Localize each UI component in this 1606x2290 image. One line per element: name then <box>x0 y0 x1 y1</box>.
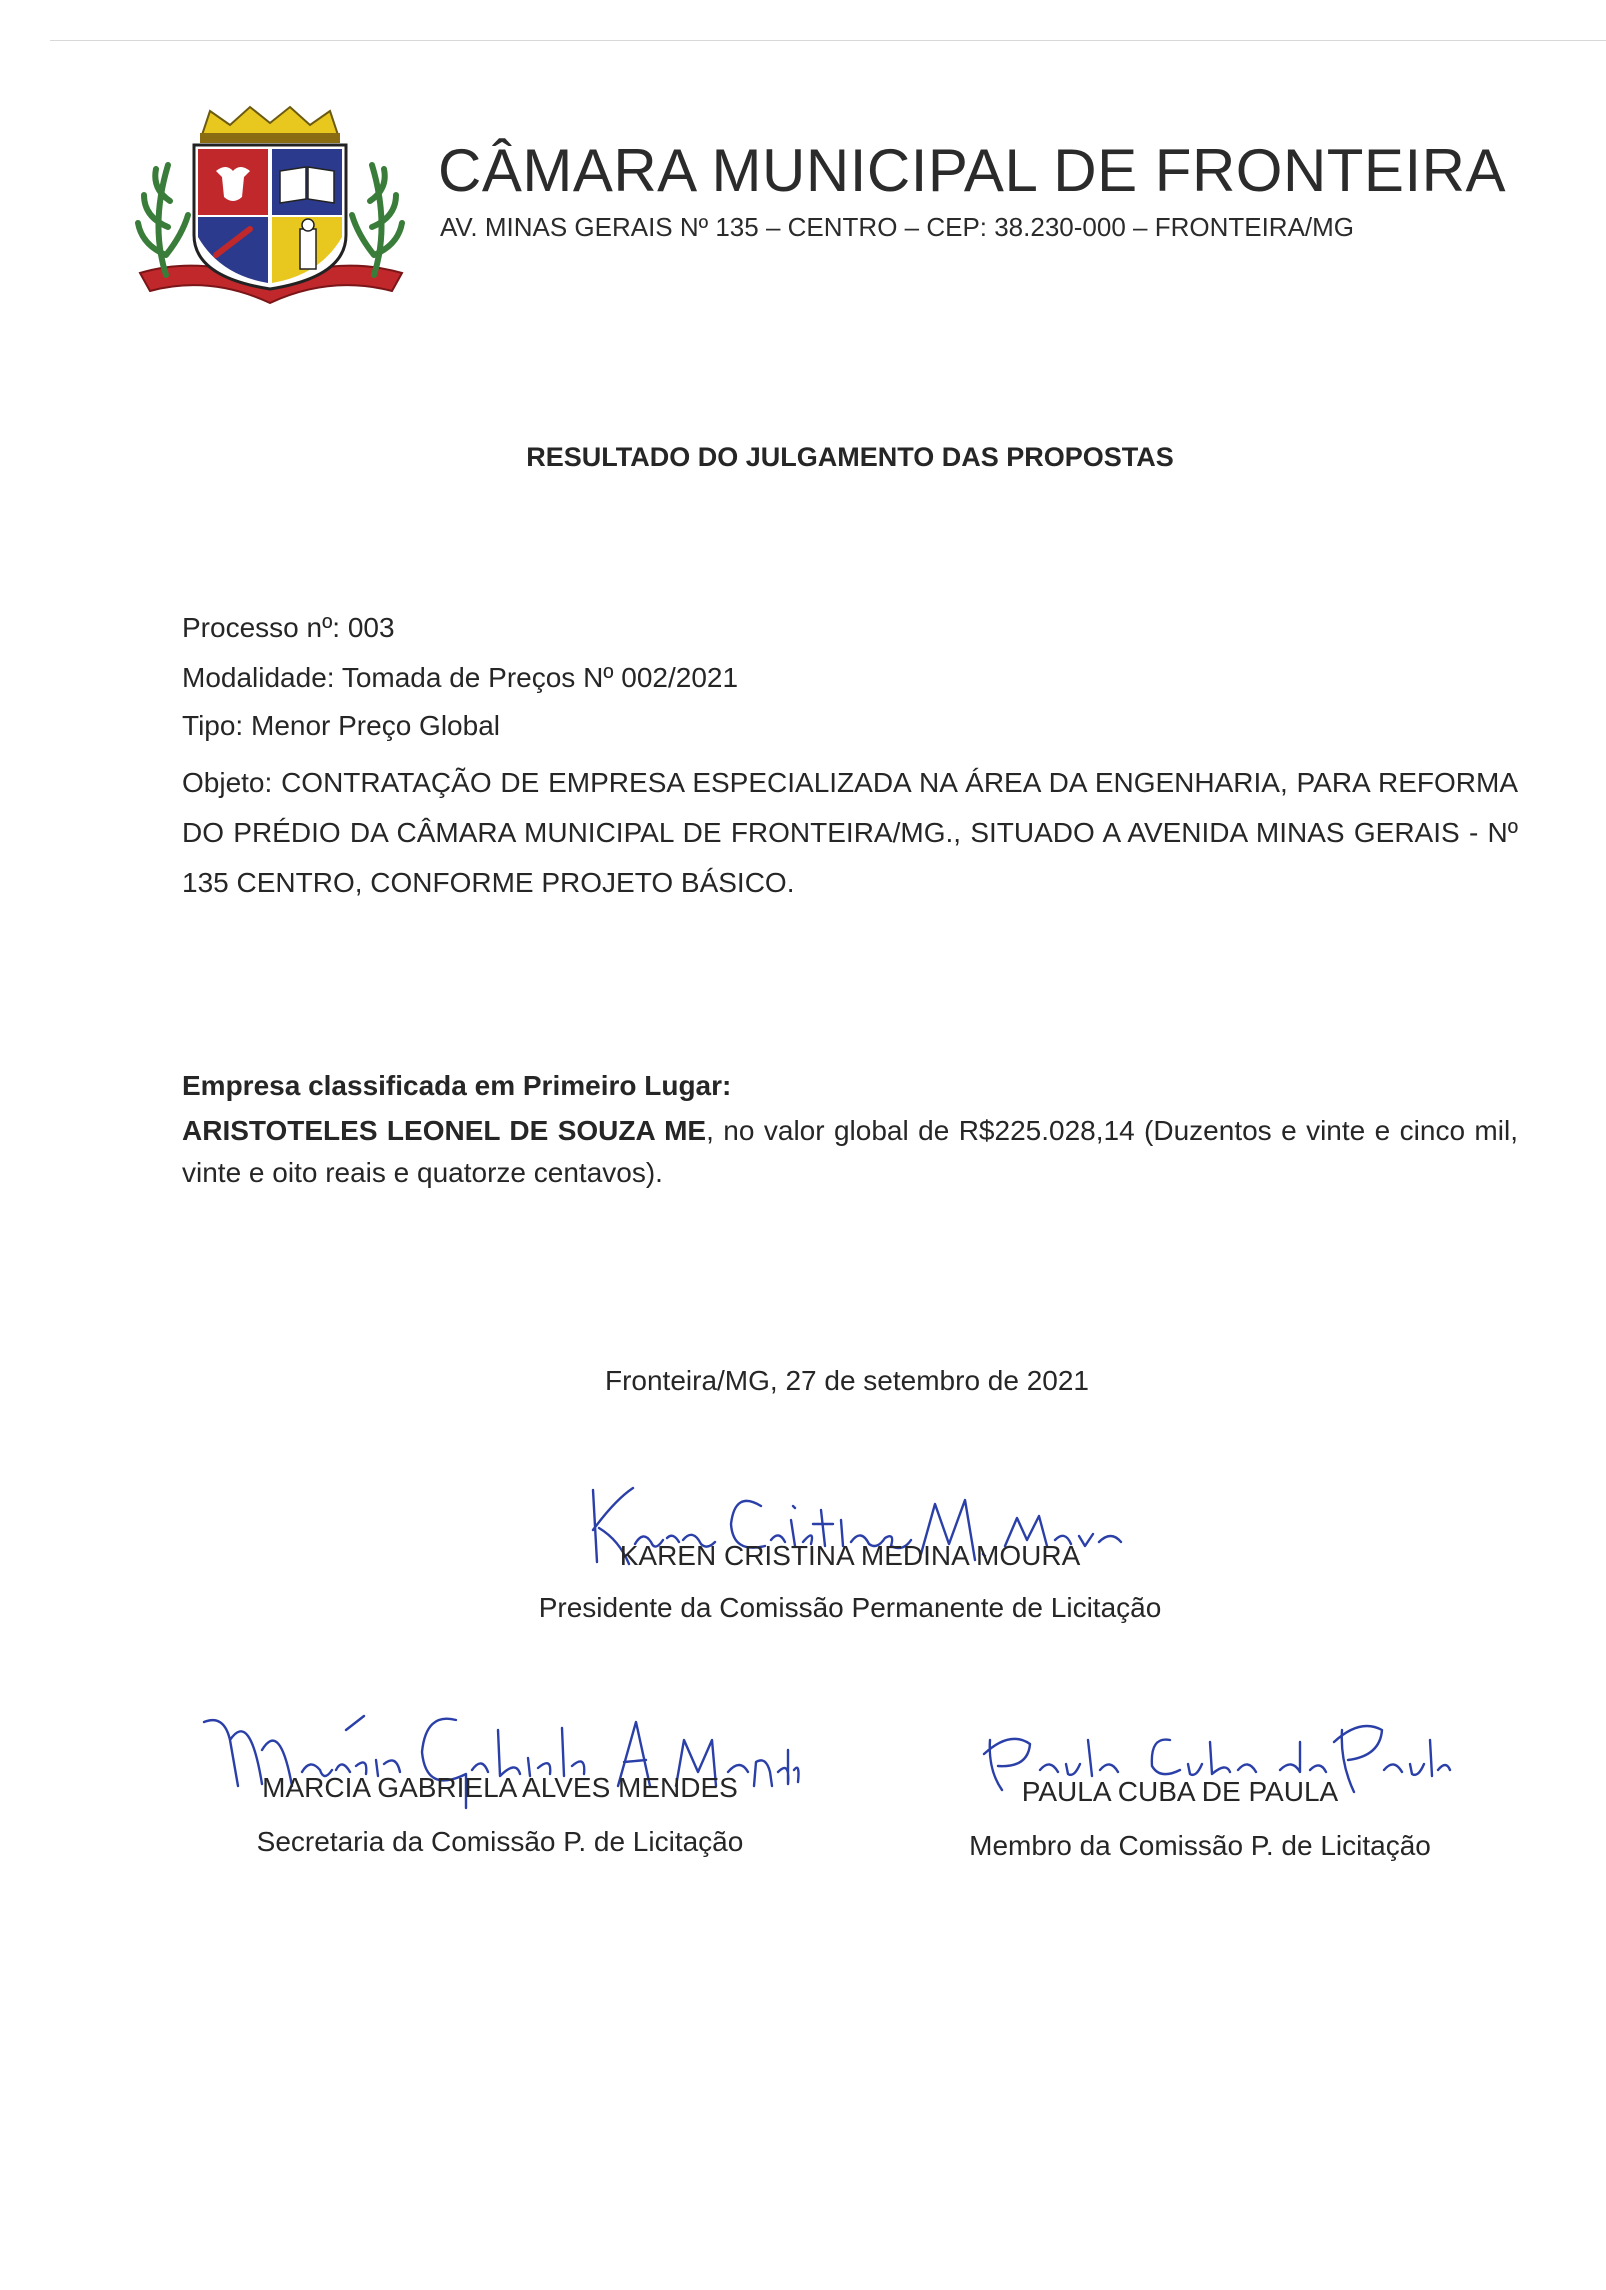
president-role: Presidente da Comissão Permanente de Licitação <box>538 1592 1162 1623</box>
member-role: Membro da Comissão P. de Licitação <box>969 1830 1431 1861</box>
winner-label: Empresa classificada em Primeiro Lugar: <box>182 1070 732 1101</box>
secretary-name: MARCIA GABRIELA ALVES MENDES <box>262 1772 738 1803</box>
modality: Modalidade: Tomada de Preços Nº 002/2021 <box>182 662 739 693</box>
place-and-date: Fronteira/MG, 27 de setembro de 2021 <box>604 1365 1090 1396</box>
organization-title: CÂMARA MUNICIPAL DE FRONTEIRA <box>438 137 1506 204</box>
member-name: PAULA CUBA DE PAULA <box>1021 1776 1339 1807</box>
scan-edge-line <box>50 40 1606 41</box>
organization-address: AV. MINAS GERAIS Nº 135 – CENTRO – CEP: 38.230-000 – FRONTEIRA/MG <box>440 212 1355 242</box>
winner-value: , no valor global de R$225.028,14 (Duzentos e vinte e cinco mil, vinte e oito reais e quatorze centavos). <box>182 1115 1518 1188</box>
secretary-role: Secretaria da Comissão P. de Licitação <box>256 1826 744 1857</box>
coat-of-arms-icon <box>130 105 410 310</box>
president-name: KAREN CRISTINA MEDINA MOURA <box>619 1540 1081 1571</box>
object-description: Objeto: CONTRATAÇÃO DE EMPRESA ESPECIALIZADA NA ÁREA DA ENGENHARIA, PARA REFORMA DO PRÉDIO DA CÂMARA MUNICIPAL DE FRONTEIRA/MG., SITUADO A AVENIDA MINAS GERAIS - Nº 135 CENTRO, CONFORME PROJETO BÁSICO. <box>182 767 1518 898</box>
winner-paragraph <box>182 1110 1518 1194</box>
document-title: RESULTADO DO JULGAMENTO DAS PROPOSTAS <box>526 442 1174 472</box>
process-number: Processo nº: 003 <box>182 612 395 643</box>
winner-company: ARISTOTELES LEONEL DE SOUZA ME <box>182 1115 707 1146</box>
type: Tipo: Menor Preço Global <box>182 710 500 741</box>
